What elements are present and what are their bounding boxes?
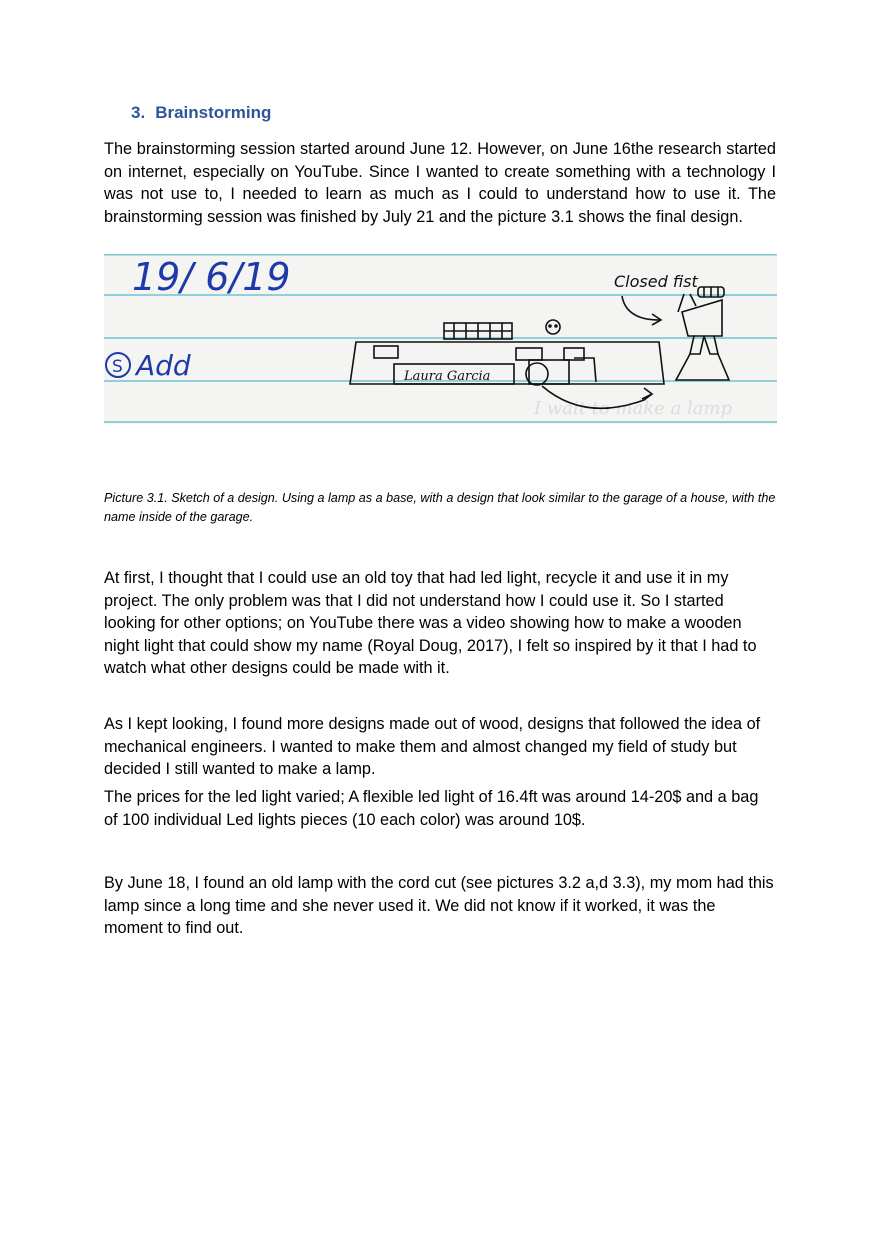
- paragraph-led-prices: The prices for the led light varied; A flexible led light of 16.4ft was around 14-20$ and a bag of 100 individual Led lights pieces (10 each color) was around 10$.: [104, 788, 759, 829]
- design-sketch-image: [104, 254, 777, 424]
- sketch-name-text: Laura Garcia: [404, 369, 491, 384]
- paragraph-old-toy: At first, I thought that I could use an old toy that had led light, recycle it and use it in my project. The only problem was that I did not understand how I could use it. So I started looking for other options; on YouTube there was a video showing how to make a wooden night light that could show my name (Royal Doug, 2017), I felt so inspired by it that I had to watch what other designs could be made with it.: [104, 569, 757, 677]
- section-title: Brainstorming: [155, 103, 272, 122]
- figure-caption: Picture 3.1. Sketch of a design. Using a lamp as a base, with a design that look similar to the garage of a house, with the name inside of the garage.: [104, 491, 776, 524]
- sketch-note-text: Closed fist: [614, 272, 698, 291]
- sketch-circle-letter: S: [112, 357, 123, 377]
- section-heading: [131, 103, 271, 123]
- paragraph-old-lamp: By June 18, I found an old lamp with the cord cut (see pictures 3.2 a,d 3.3), my mom had this lamp since a long time and she never used it. We did not know if it worked, it was the moment to find out.: [104, 874, 774, 937]
- section-number: 3.: [131, 103, 146, 122]
- svg-text:I wait to make a lamp: I wait to make a lamp: [534, 398, 733, 419]
- sketch-date-text: 19/ 6/19: [132, 255, 291, 299]
- sketch-add-text: Add: [136, 349, 191, 382]
- paragraph-brainstorming-intro: The brainstorming session started around June 12. However, on June 16the research started on internet, especially on YouTube. Since I wanted to create something with a technology I was not use to, I needed to learn as much as I could to understand how to use it. The brainstorming session was finished by July 21 and the picture 3.1 shows the final design.: [104, 140, 776, 226]
- paragraph-wood-designs: As I kept looking, I found more designs made out of wood, designs that followed the idea of mechanical engineers. I wanted to make them and almost changed my field of study but decided I still wanted to make a lamp.: [104, 715, 761, 778]
